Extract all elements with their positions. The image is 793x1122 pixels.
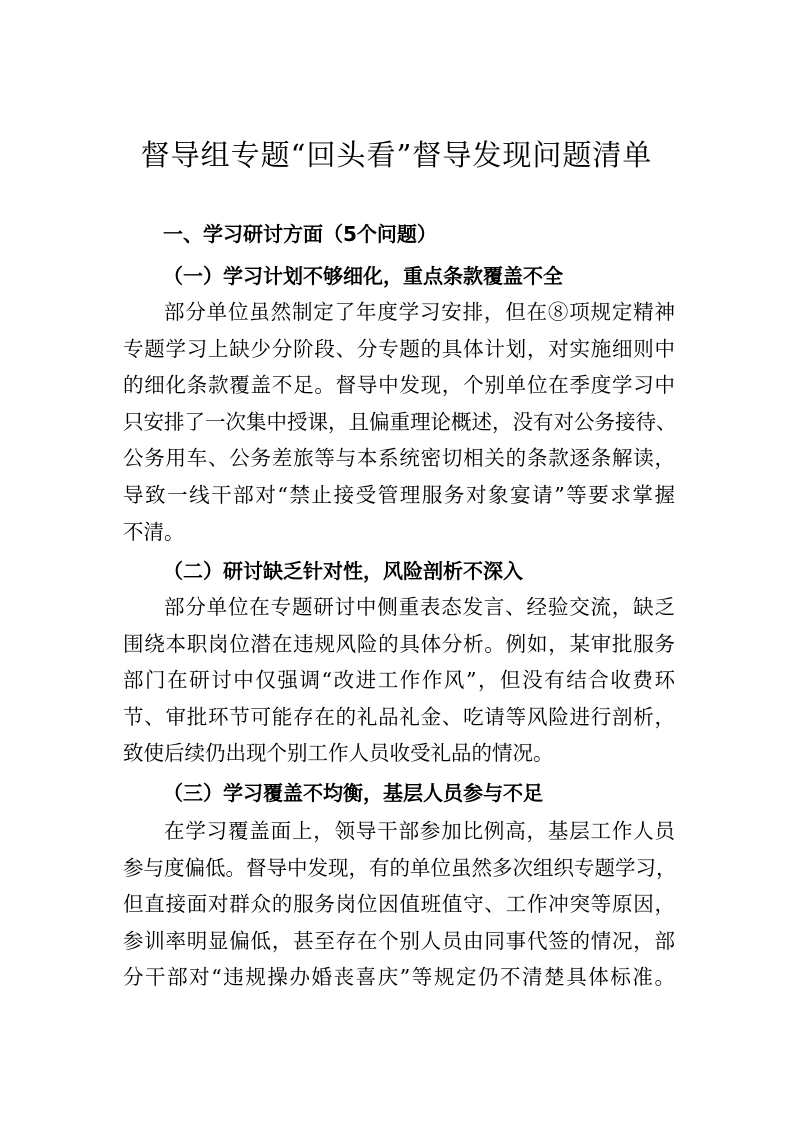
subsection-heading-1: （一）学习计划不够细化，重点条款覆盖不全 (163, 264, 563, 288)
paragraph-line: 节、审批环节可能存在的礼品礼金、吃请等风险进行剖析， (123, 704, 675, 729)
paragraph-line: 参训率明显偏低，甚至存在个别人员由同事代签的情况，部 (123, 928, 675, 953)
paragraph-line: 部分单位在专题研讨中侧重表态发言、经验交流，缺乏 (164, 595, 675, 619)
paragraph-line: 的细化条款覆盖不足。督导中发现，个别单位在季度学习中 (123, 373, 675, 398)
paragraph-line: 部分单位虽然制定了年度学习安排，但在⑧项规定精神 (164, 300, 675, 324)
paragraph-line: 在学习覆盖面上，领导干部参加比例高，基层工作人员 (164, 819, 675, 843)
paragraph-2 (123, 589, 675, 772)
paragraph-line: 导致一线干部对“禁止接受管理服务对象宴请”等要求掌握 (123, 482, 675, 507)
paragraph-line: 但直接面对群众的服务岗位因值班值守、工作冲突等原因， (123, 892, 675, 917)
section-heading-study: 一、学习研讨方面（5个问题） (163, 222, 437, 246)
paragraph-line: 公务用车、公务差旅等与本系统密切相关的条款逐条解读， (123, 446, 675, 471)
paragraph-line: 只安排了一次集中授课，且偏重理论概述，没有对公务接待、 (123, 409, 677, 434)
paragraph-line: 专题学习上缺少分阶段、分专题的具体计划，对实施细则中 (123, 336, 675, 361)
paragraph-3 (123, 813, 675, 996)
subsection-heading-2: （二）研讨缺乏针对性，风险剖析不深入 (163, 559, 523, 583)
paragraph-line: 围绕本职岗位潜在违规风险的具体分析。例如，某审批服务 (123, 631, 675, 656)
paragraph-1 (123, 294, 675, 550)
paragraph-line: 分干部对“违规操办婚丧喜庆”等规定仍不清楚具体标准。 (123, 965, 675, 990)
paragraph-line: 致使后续仍出现个别工作人员收受礼品的情况。 (123, 741, 554, 766)
paragraph-line: 不清。 (123, 519, 185, 544)
paragraph-line: 部门在研讨中仅强调“改进工作作风”，但没有结合收费环 (123, 668, 675, 693)
subsection-heading-3: （三）学习覆盖不均衡，基层人员参与不足 (163, 781, 543, 805)
document-title: 督导组专题“回头看”督导发现问题清单 (140, 138, 653, 172)
paragraph-line: 参与度偏低。督导中发现，有的单位虽然多次组织专题学习， (123, 855, 677, 880)
